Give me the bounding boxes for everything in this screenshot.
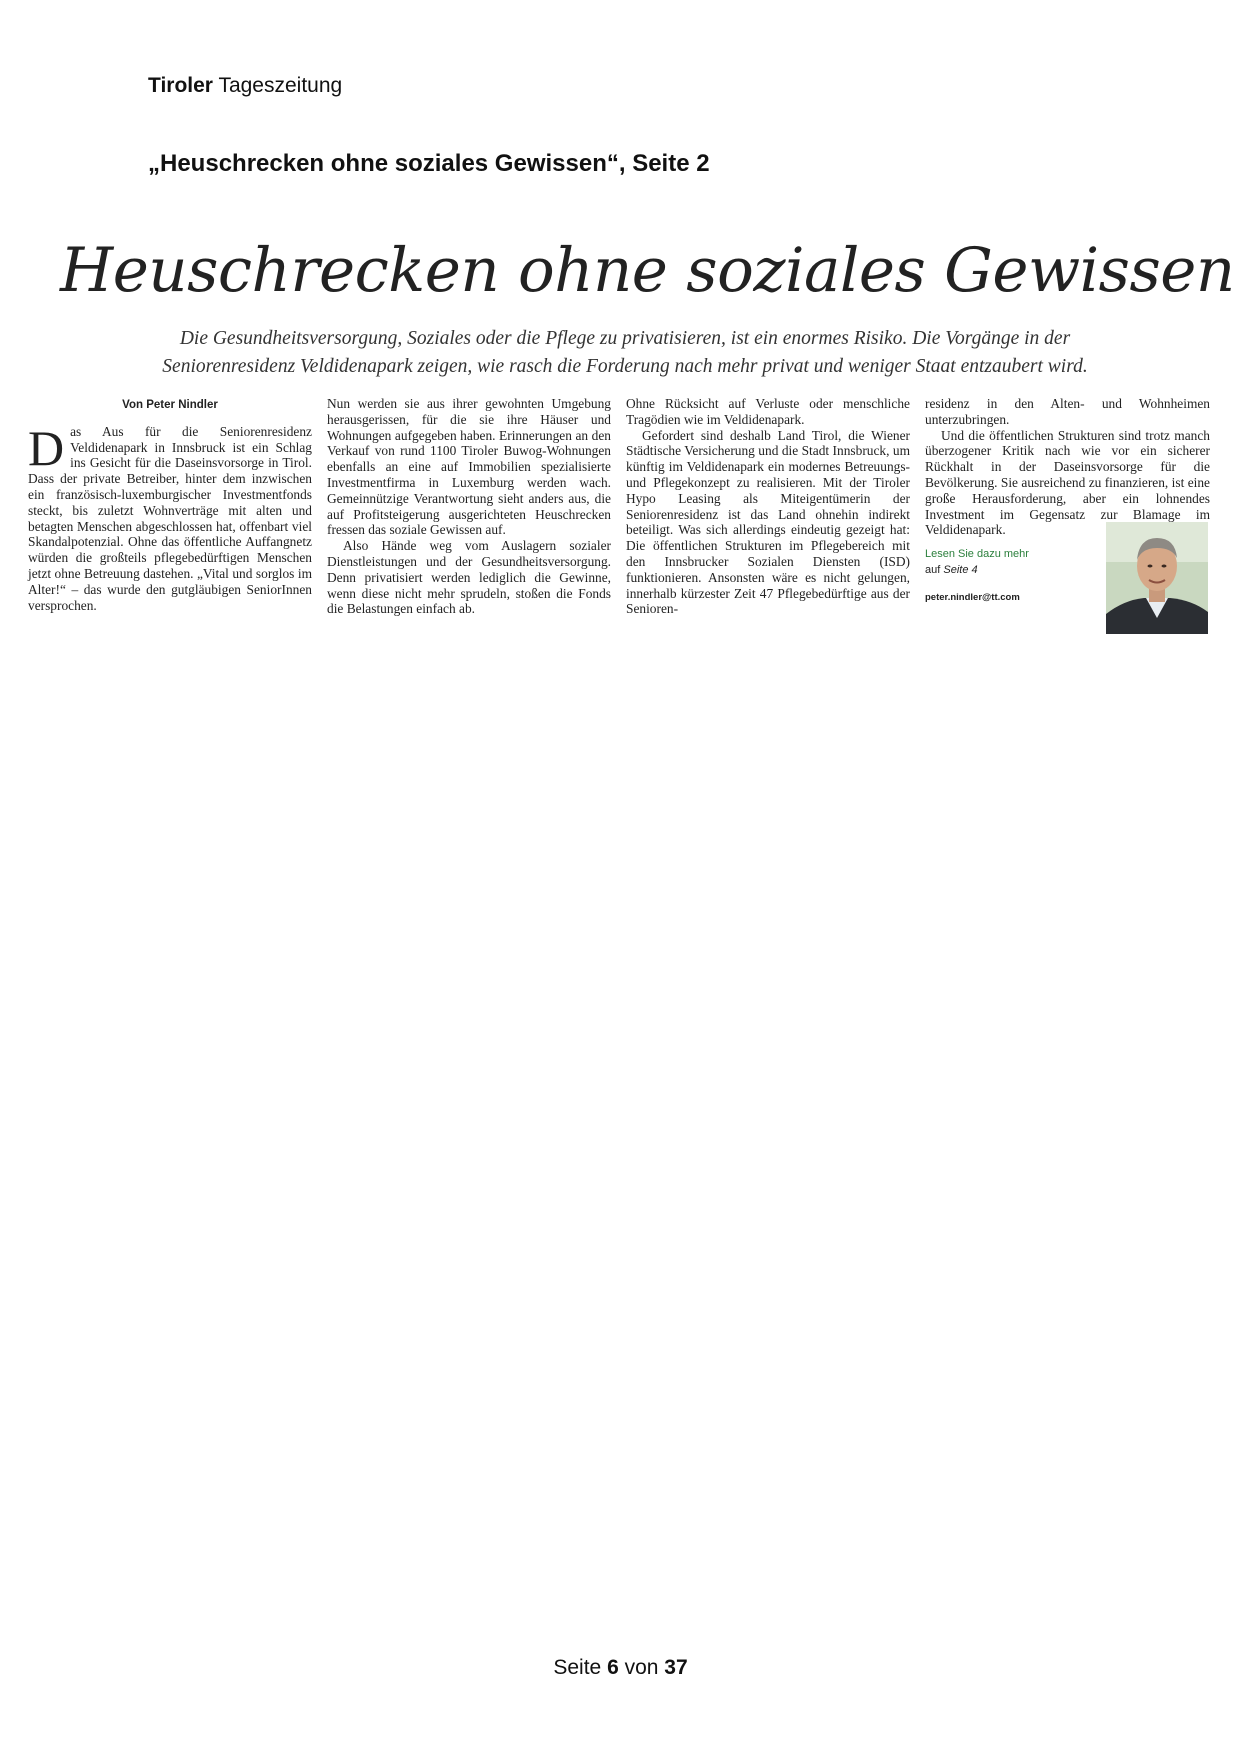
read-more-label: Lesen Sie dazu mehr xyxy=(925,548,1029,561)
paragraph: Also Hände weg vom Auslagern sozialer Dienstleistungen und der Gesundheitsversorgung. Denn privatisiert werden lediglich die Gewinne, wenn diese nicht mehr sprudeln, stoßen die Fonds die Belastungen einfach ab. xyxy=(327,538,611,617)
read-more-page-number: Seite 4 xyxy=(943,564,978,577)
paragraph: Ohne Rücksicht auf Verluste oder menschliche Tragödien wie im Veldidenapark. xyxy=(626,396,910,427)
publication-name xyxy=(148,74,342,98)
author-photo xyxy=(1106,522,1208,634)
article-headline: Heuschrecken ohne soziales Gewissen xyxy=(60,235,1235,306)
author-email: peter.nindler@tt.com xyxy=(925,592,1020,604)
publication-name-rest: Tageszeitung xyxy=(218,74,343,97)
publication-name-bold: Tiroler xyxy=(148,74,213,97)
footer-middle: von xyxy=(624,1656,659,1679)
article-lead xyxy=(60,325,1190,381)
lead-line-2: Seniorenresidenz Veldidenapark zeigen, wie rasch die Forderung nach mehr privat und weniger Staat entzaubert wird. xyxy=(162,356,1088,377)
total-page-count: 37 xyxy=(664,1656,688,1679)
paragraph: Gefordert sind deshalb Land Tirol, die Wiener Städtische Versicherung und die Stadt Innsbruck, um künftig im Veldidenapark ein modernes Betreuungs- und Pflegekonzept zu realisieren. Mit der Tiroler Hypo Leasing als Miteigentümerin der Seniorenresidenz ist das Land ohnehin indirekt beteiligt. Was sich allerdings eindeutig gezeigt hat: Die öffentlichen Strukturen im Pflegebereich mit den Innsbrucker Sozialen Diensten (ISD) funktionieren. Ansonsten wäre es nicht gelungen, innerhalb kürzester Zeit 47 Pflegebedürftige aus der Senioren- xyxy=(626,427,910,617)
paragraph: Und die öffentlichen Strukturen sind trotz manch überzogener Kritik nach wie vor ein sicherer Rückhalt in der Daseinsvorsorge für die Bevölkerung. Sie ausreichend zu finanzieren, ist eine große Herausforderung, aber ein lohnendes Investment im Gegensatz zur Blamage im Veldidenapark. xyxy=(925,427,1210,538)
lead-line-1: Die Gesundheitsversorgung, Soziales oder die Pflege zu privatisieren, ist ein enormes Risiko. Die Vorgänge in der xyxy=(179,328,1071,349)
article-column-1 xyxy=(28,396,312,613)
paragraph-text: as Aus für die Seniorenresidenz Veldidenapark in Innsbruck ist ein Schlag ins Gesicht für die Daseinsvorsorge in Tirol. Dass der private Betreiber, hinter dem inzwischen ein französisch-luxemburgischer Investmentfonds steckt, bis zuletzt Wohnverträge mit alten und betagten Menschen abgeschlossen hat, offenbart viel Skandalpotenzial. Ohne das öffentliche Auffangnetz würden die großteils pflegebedürftigen Menschen jetzt ohne Betreuung dastehen. „Vital und sorglos im Alter!“ – das wurde den gutgläubigen SeniorInnen versprochen. xyxy=(28,423,312,613)
byline: Von Peter Nindler xyxy=(122,399,218,411)
article-reference: „Heuschrecken ohne soziales Gewissen“, Seite 2 xyxy=(148,150,710,177)
current-page-number: 6 xyxy=(607,1656,619,1679)
read-more-prefix: auf xyxy=(925,564,941,577)
paragraph: residenz in den Alten- und Wohnheimen unterzubringen. xyxy=(925,396,1210,427)
paragraph: Nun werden sie aus ihrer gewohnten Umgebung herausgerissen, für die sie ihre Häuser und Wohnungen aufgegeben haben. Erinnerungen an den Verkauf von rund 1100 Tiroler Buwog-Wohnungen ebenfalls an eine auf Immobilien spezialisierte Investmentfirma in Luxemburg werden wach. Gemeinnützige Verantwortung sieht anders aus, die auf Profitsteigerung ausgerichteten Heuschrecken fressen das soziale Gewissen auf. xyxy=(327,396,611,538)
footer-prefix: Seite xyxy=(553,1656,602,1679)
paragraph xyxy=(28,419,312,614)
article-column-2 xyxy=(327,396,611,617)
page-footer xyxy=(0,1656,1241,1680)
article-column-3 xyxy=(626,396,910,617)
author-portrait-icon xyxy=(1106,522,1208,634)
drop-cap: D xyxy=(28,419,65,476)
